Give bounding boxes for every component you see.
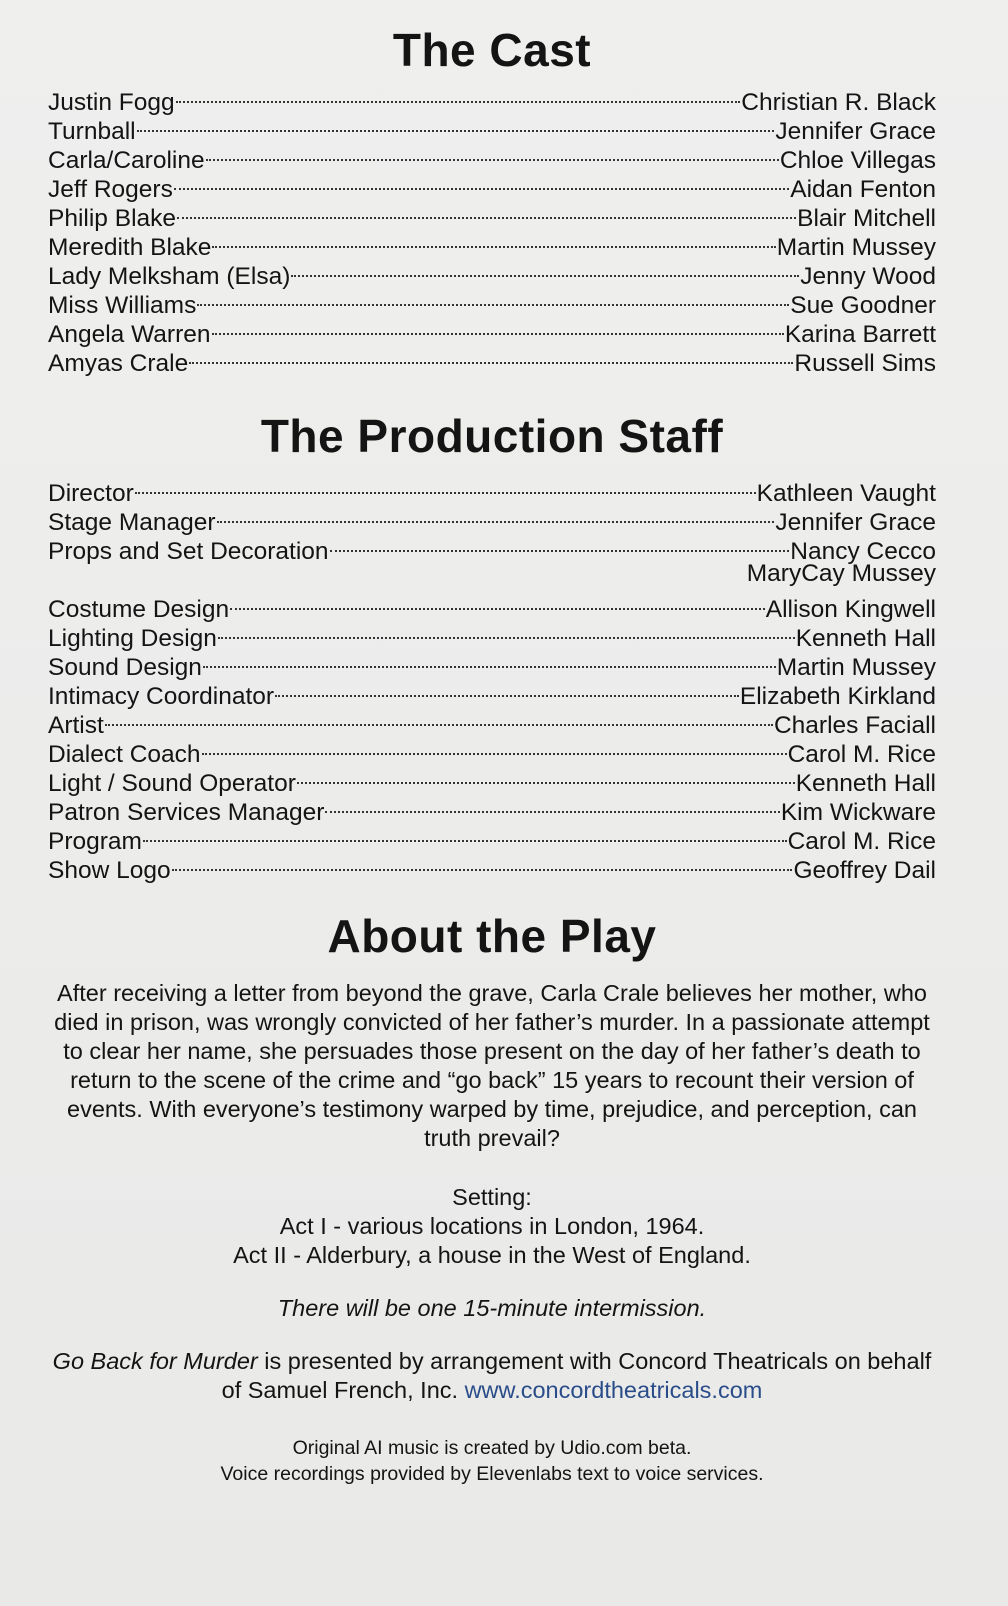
staff-role: Props and Set Decoration (48, 538, 329, 565)
dot-leader (297, 762, 795, 791)
dot-leader (189, 342, 793, 371)
dot-leader (330, 530, 790, 559)
staff-person: Kenneth Hall (795, 770, 936, 797)
setting-block (48, 1183, 936, 1270)
staff-role: Dialect Coach (48, 741, 201, 768)
dot-leader (172, 849, 793, 878)
dot-leader (218, 617, 795, 646)
staff-role: Stage Manager (48, 509, 216, 536)
intermission-note: There will be one 15-minute intermission. (277, 1295, 707, 1321)
dot-leader (325, 791, 779, 820)
cast-heading: The Cast (392, 24, 592, 76)
cast-actor: Jennifer Grace (775, 118, 936, 145)
staff-row (48, 472, 936, 507)
staff-person: Geoffrey Dail (793, 857, 936, 884)
dot-leader (177, 197, 796, 226)
cast-actor: Blair Mitchell (797, 205, 936, 232)
act-one-setting: Act I - various locations in London, 1964. (279, 1213, 705, 1239)
cast-role: Justin Fogg (48, 89, 175, 116)
staff-role: Program (48, 828, 142, 855)
staff-row (48, 588, 936, 623)
about-heading: About the Play (327, 910, 657, 962)
staff-person: Kim Wickware (780, 799, 936, 826)
staff-role: Costume Design (48, 596, 230, 623)
act-two-setting: Act II - Alderbury, a house in the West of England. (233, 1242, 751, 1268)
cast-actor: Christian R. Black (741, 89, 936, 116)
cast-actor: Sue Goodner (790, 292, 936, 319)
dot-leader (143, 820, 787, 849)
staff-person: MaryCay Mussey (746, 560, 936, 587)
cast-actor: Russell Sims (794, 350, 936, 377)
music-credit: Original AI music is created by Udio.com beta. (292, 1437, 692, 1459)
cast-actor: Aidan Fenton (790, 176, 936, 203)
staff-person: Kenneth Hall (795, 625, 936, 652)
cast-role: Philip Blake (48, 205, 177, 232)
staff-role: Show Logo (48, 857, 171, 884)
cast-role: Lady Melksham (Elsa) (48, 263, 291, 290)
staff-role: Lighting Design (48, 625, 217, 652)
synopsis-paragraph: After receiving a letter from beyond the grave, Carla Crale believes her mother, who died in prison, was wrongly convicted of her father’s murder. In a passionate attempt to clear her name, she persuades those present on the day of her father’s death to return to the scene of the crime and “go back” 15 years to recount their version of events. With everyone’s testimony warped by time, prejudice, and perception, can truth prevail? (54, 980, 930, 1151)
dot-leader (212, 226, 775, 255)
staff-person: Carol M. Rice (787, 828, 936, 855)
staff-person: Jennifer Grace (775, 509, 936, 536)
cast-list (48, 81, 936, 377)
dot-leader (217, 501, 775, 530)
cast-role: Miss Williams (48, 292, 197, 319)
staff-person: Kathleen Vaught (756, 480, 936, 507)
voice-credit: Voice recordings provided by Elevenlabs text to voice services. (220, 1463, 764, 1485)
dot-leader (212, 313, 784, 342)
dot-leader (137, 110, 775, 139)
staff-role: Sound Design (48, 654, 202, 681)
dot-leader (105, 704, 773, 733)
setting-label: Setting: (452, 1184, 532, 1210)
play-title: Go Back for Murder (52, 1348, 258, 1374)
cast-role: Carla/Caroline (48, 147, 205, 174)
staff-person: Allison Kingwell (765, 596, 936, 623)
staff-role: Artist (48, 712, 104, 739)
staff-list (48, 472, 936, 884)
dot-leader (291, 255, 799, 284)
dot-leader (135, 472, 756, 501)
cast-actor: Martin Mussey (776, 234, 936, 261)
cast-role: Turnball (48, 118, 136, 145)
staff-person: Elizabeth Kirkland (739, 683, 936, 710)
cast-actor: Karina Barrett (784, 321, 936, 348)
staff-role: Patron Services Manager (48, 799, 325, 826)
staff-heading: The Production Staff (260, 410, 724, 462)
cast-actor: Chloe Villegas (779, 147, 936, 174)
staff-person: Nancy Cecco (790, 538, 936, 565)
staff-role: Director (48, 480, 134, 507)
licensing-credit (48, 1347, 936, 1405)
dot-leader (230, 588, 765, 617)
staff-role: Intimacy Coordinator (48, 683, 275, 710)
website-link[interactable]: www.concordtheatricals.com (464, 1377, 763, 1403)
staff-person: Carol M. Rice (787, 741, 936, 768)
cast-actor: Jenny Wood (800, 263, 936, 290)
arrangement-text: is presented by arrangement with Concord Theatricals on behalf of Samuel French, Inc. (221, 1348, 932, 1403)
dot-leader (176, 81, 741, 110)
dot-leader (197, 284, 789, 313)
cast-row (48, 81, 936, 116)
staff-role: Light / Sound Operator (48, 770, 296, 797)
cast-role: Angela Warren (48, 321, 211, 348)
dot-leader (203, 646, 776, 675)
cast-role: Jeff Rogers (48, 176, 173, 203)
dot-leader (202, 733, 787, 762)
dot-leader (174, 168, 789, 197)
cast-role: Amyas Crale (48, 350, 189, 377)
cast-role: Meredith Blake (48, 234, 212, 261)
about-section (48, 979, 936, 1487)
dot-leader (275, 675, 739, 704)
staff-person: Martin Mussey (776, 654, 936, 681)
staff-person: Charles Faciall (773, 712, 936, 739)
dot-leader (206, 139, 779, 168)
